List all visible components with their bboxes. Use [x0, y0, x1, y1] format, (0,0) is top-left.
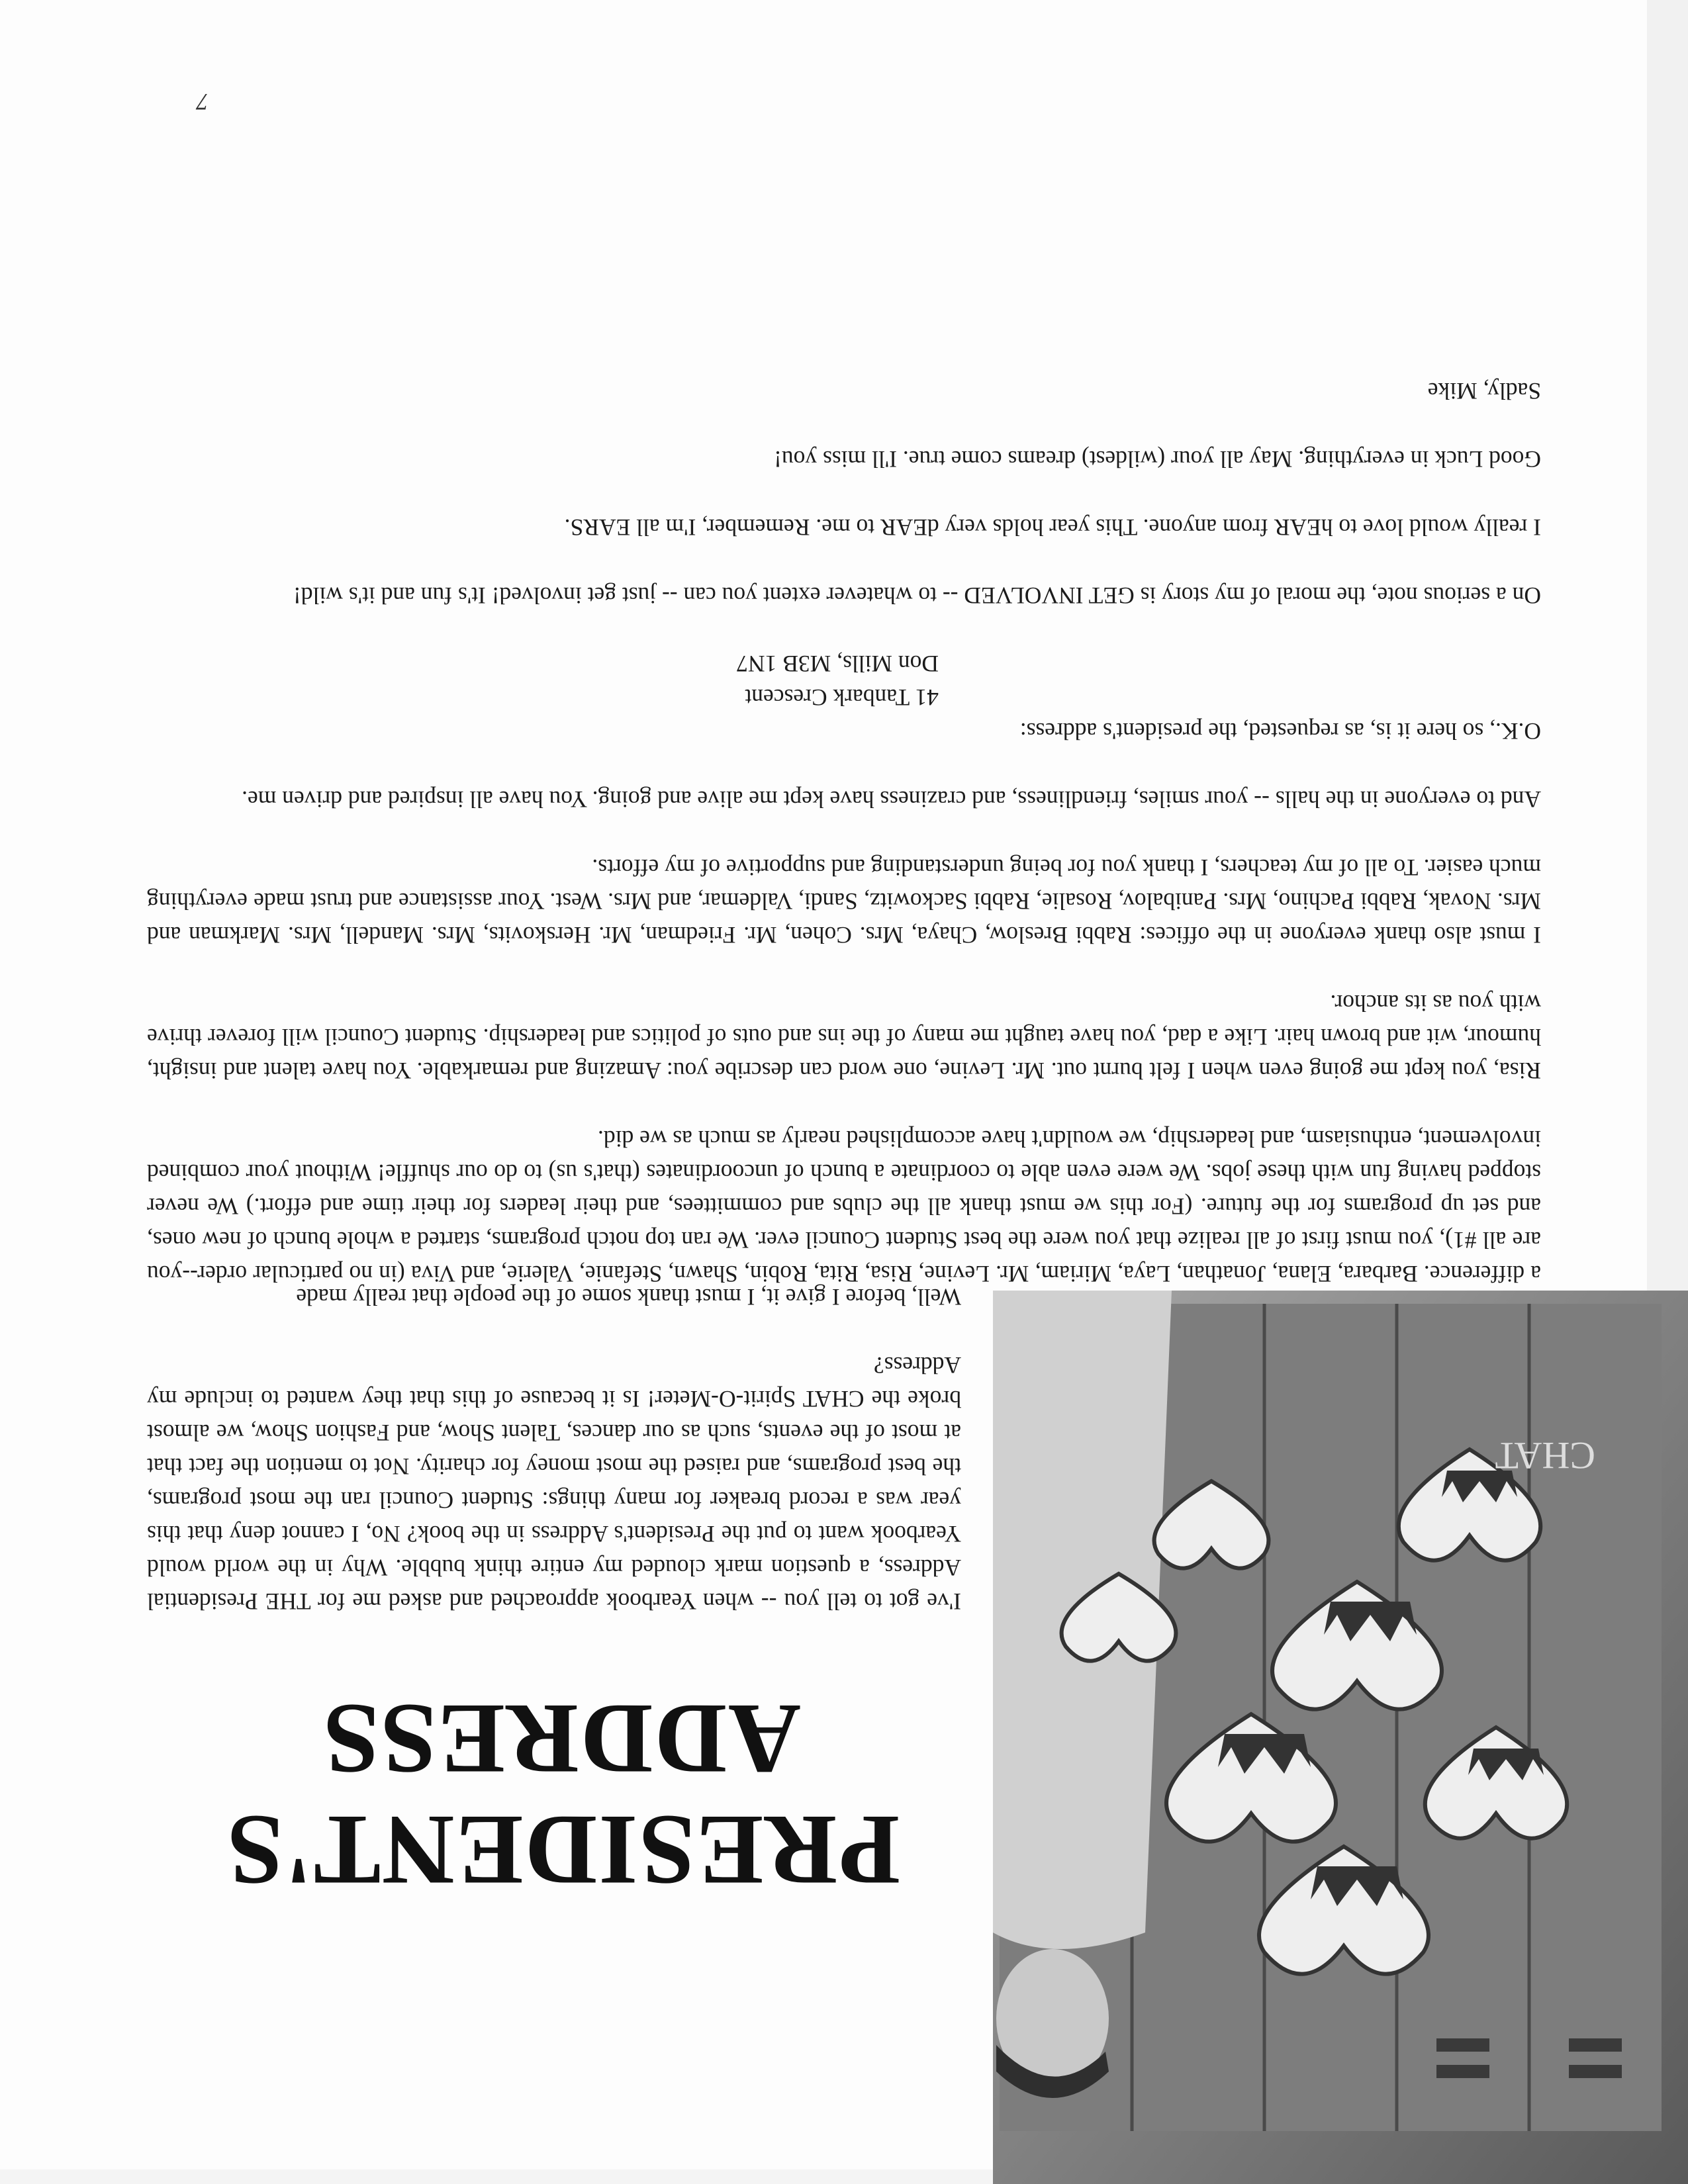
address-line-2: Don Mills, M3B 1N7 [736, 651, 939, 677]
serious-paragraph: On a serious note, the moral of my story is GET INVOLVED -- to whatever extent you can -- just get involved! It's fun and it's wild! [293, 582, 1541, 609]
intro-paragraph: I've got to tell you -- when Yearbook approached and asked me for THE Presidential Address, a question mark clouded my entire think bubble. Why in the world would Yearbook want to put the President's Address in the book? No, I cannot deny that this year was a record breaker for many things: Student Council ran the most programs, the best programs, and raised the most money for charity. Not to mention the fact that at most of the events, such as our dances, Talent Show, and Fashion Show, we almost broke the CHAT Spirit-O-Meter! Is it because of this that they wanted to include my Address? [147, 1352, 961, 1615]
thanks-paragraph-continued: a difference. Barbara, Elana, Jonathan, Laya, Miriam, Mr. Levine, Risa, Rita, Robin, Shawn, Stefanie, Valerie, and Viva (in no particular order--you are all #1), you must first of all realize that you were the best Student Council ever. We ran top notch programs, started a whole bunch of new ones, and set up programs for the future. (For this we must thank all the clubs and committees, and their leaders for their time and effort.) We never stopped having fun with these jobs. We were even able to coordinate a bunch of uncoordinates (that's us) to do our shuffle! Without your combined involvement, enthusiasm, and leadership, we wouldn't have accomplished nearly as much as we did. [147, 1126, 1541, 1287]
hear-paragraph: I really would love to hEAR from anyone. This year holds very dEAR to me. Remember, I'm all EARS. [564, 514, 1541, 541]
page-title [139, 1684, 900, 1906]
address-intro: O.K., so here it is, as requested, the president's address: [1019, 718, 1541, 745]
student-photo [993, 1291, 1688, 2184]
right-column [147, 1280, 961, 1618]
page-number: 7 [197, 89, 209, 115]
risa-paragraph: Risa, you kept me going even when I felt burnt out. Mr. Levine, one word can describe you: Amazing and remarkable. You have talent and insight, humour, wit and brown hair. Like a dad, you have taught me many of the ins and outs of politics and leadership. Student Council will forever thrive with you as its anchor. [147, 990, 1541, 1084]
title-line-2: ADDRESS [322, 1684, 801, 1795]
halls-paragraph: And to everyone in the halls -- your smiles, friendliness, and craziness have kept me alive and going. You have all inspired and driven me. [242, 786, 1541, 813]
thanks-paragraph-start: Well, before I give it, I must thank some of the people that really made [296, 1284, 961, 1310]
luck-paragraph: Good Luck in everything. May all your (wildest) dreams come true. I'll miss you! [774, 446, 1541, 473]
photo-sign-text: CHAT [1495, 1434, 1595, 1477]
offices-paragraph: I must also thank everyone in the offices: Rabbi Breslow, Chaya, Mrs. Cohen, Mr. Friedman, Mr. Herskovits, Mrs. Mandell, Mrs. Markman and Mrs. Novak, Rabbi Pachino, Mrs. Panibalov, Rosalie, Rabbi Sackowitz, Sandi, Valdemar, and Mrs. West. Your assistance and trust made everything much easier. To all of my teachers, I thank you for being understanding and supportive of my efforts. [147, 854, 1541, 948]
address-line-1: 41 Tanbark Crescent [745, 684, 939, 711]
signoff: Sadly, Mike [1427, 378, 1541, 404]
photo-illustration [993, 1291, 1688, 2184]
title-line-1: PRESIDENT'S [226, 1795, 900, 1906]
main-text-column [147, 374, 1541, 1291]
